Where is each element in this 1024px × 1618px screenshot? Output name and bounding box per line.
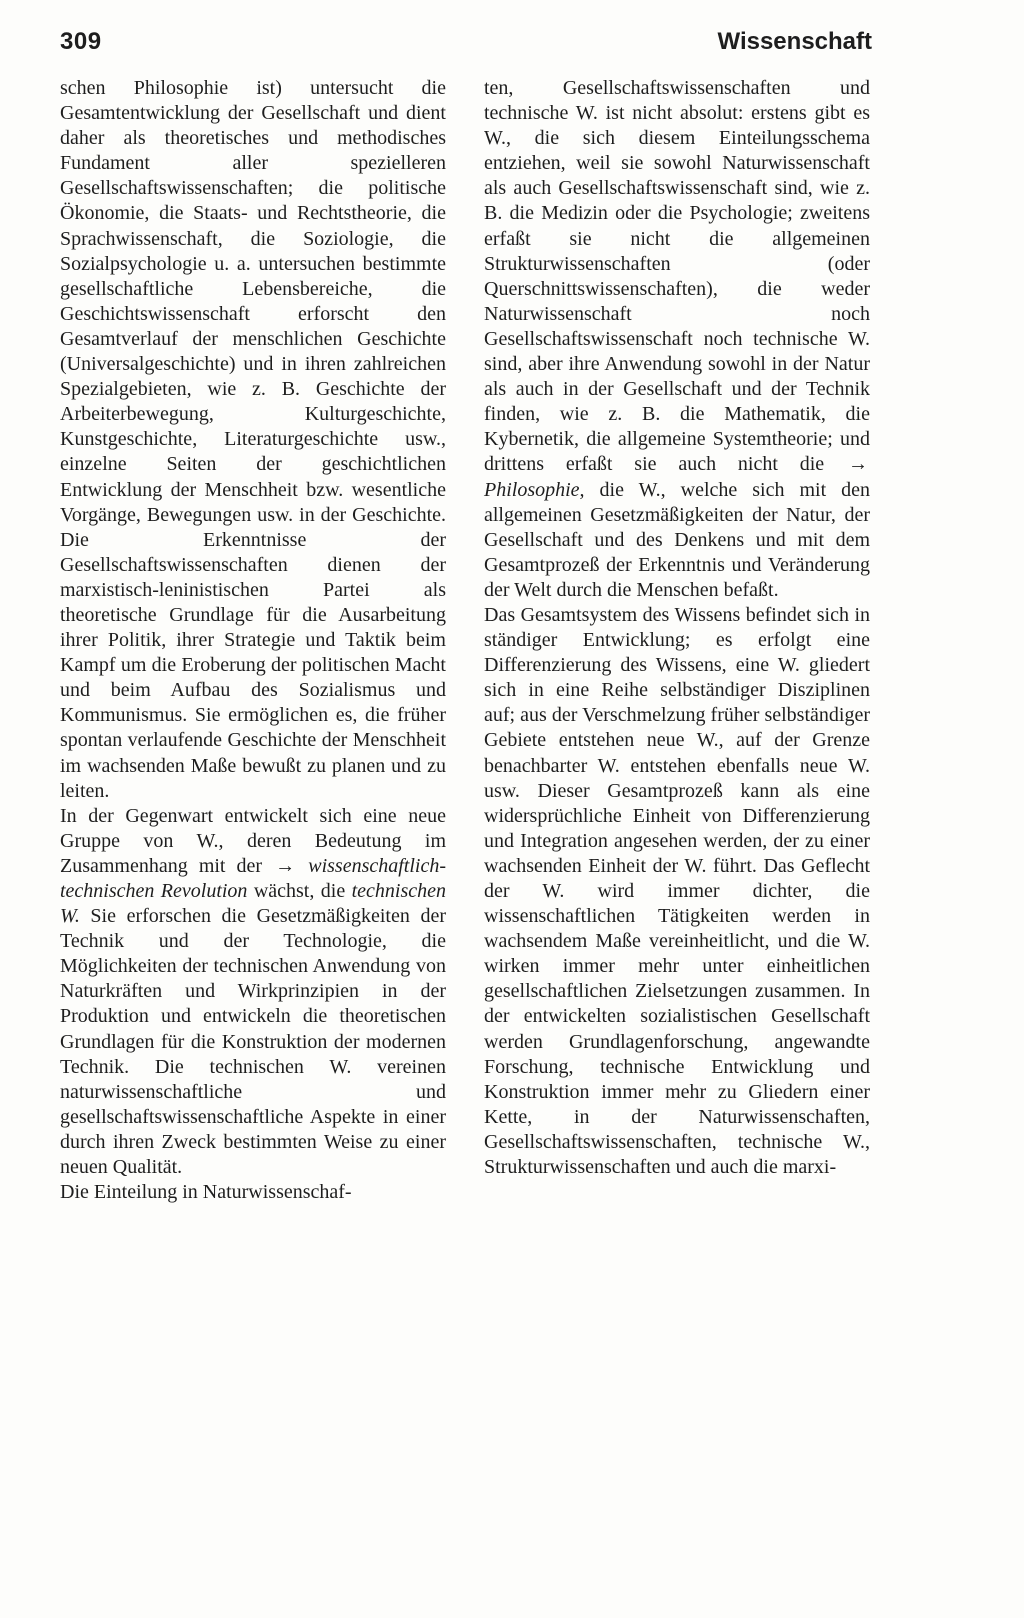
defined-term: technischen W. — [60, 880, 446, 928]
cross-reference-arrow-icon: → — [848, 453, 869, 476]
right-paragraph-1-text-a: ten, Gesellschaftswissenschaften und technische W. ist nicht absolut: erstens gibt es W., die sich diesem Einteilungsschema entziehen, weil sie sowohl Naturwissenschaft als auch Gesellschaftswissenschaft sind, wie z. B. die Medizin oder die Psychologie; zweitens erfaßt sie nicht die allgemeinen Strukturwissenschaften (oder Querschnittswissenschaften), die weder Naturwissenschaft noch Gesellschaftswissenschaft noch technische W. sind, aber ihre Anwendung sowohl in der Natur als auch in der Gesellschaft und der Technik finden, wie z. B. die Mathematik, die Kybernetik, die allgemeine Systemtheorie; und drittens erfaßt sie auch nicht die — [484, 77, 870, 476]
right-paragraph-2: Das Gesamtsystem des Wissens befindet sich in ständiger Entwicklung; es erfolgt eine Differenzierung des Wissens, eine W. gliedert sich in eine Reihe selbständiger Disziplinen auf; aus der Verschmelzung früher selbständiger Gebiete entstehen neue W., auf der Grenze benachbarter W. entstehen ebenfalls neue W. usw. Dieser Gesamtprozeß kann als eine widersprüchliche Einheit von Differenzierung und Integration angesehen werden, der zu einer wachsenden Einheit der W. führt. Das Geflecht der W. wird immer dichter, die wissenschaftlichen Tätigkeiten werden in wachsendem Maße vereinheitlicht, und die W. wirken immer mehr unter einheitlichen gesellschaftlichen Zielsetzungen zusammen. In der entwickelten sozialistischen Gesellschaft werden Grundlagenforschung, angewandte Forschung, technische Entwicklung und Konstruktion immer mehr zu Gliedern einer Kette, in der Naturwissenschaften, Gesellschaftswissenschaften, technische W., Strukturwissenschaften und auch die marxi- — [484, 603, 870, 1179]
cross-reference-link[interactable]: wissenschaftlich-technischen Revolution — [60, 854, 447, 902]
cross-reference-arrow-icon: → — [275, 854, 296, 877]
left-paragraph-2 — [60, 804, 446, 1180]
left-paragraph-2-text-b: wächst, die — [253, 880, 346, 902]
left-paragraph-3: Die Einteilung in Naturwissenschaf- — [60, 1181, 352, 1204]
left-paragraph-1: schen Philosophie ist) untersucht die Gesamtentwicklung der Gesellschaft und dient daher als theoretisches und methodisches Fundament aller spezielleren Gesellschaftswissenschaften; die politische Ökonomie, die Staats- und Rechtstheorie, die Sprachwissenschaft, die Soziologie, die Sozialpsychologie u. a. untersuchen bestimmte gesellschaftliche Lebensbereiche, die Geschichtswissenschaft erforscht den Gesamtverlauf der menschlichen Geschichte (Universalgeschichte) und in ihren zahlreichen Spezialgebieten, wie z. B. Geschichte der Arbeiterbewegung, Kulturgeschichte, Kunstgeschichte, Literaturgeschichte usw., einzelne Seiten der geschichtlichen Entwicklung der Menschheit bzw. wesentliche Vorgänge, Bewegungen usw. in der Geschichte. Die Erkenntnisse der Gesellschaftswissenschaften dienen der marxistisch-leninistischen Partei als theoretische Grundlage für die Ausarbeitung ihrer Politik, ihrer Strategie und Taktik beim Kampf um die Eroberung der politischen Macht und beim Aufbau des Sozialismus und Kommunismus. Sie ermöglichen es, die früher spontan verlaufende Geschichte der Menschheit im wachsenden Maße bewußt zu planen und zu leiten. — [60, 77, 446, 802]
right-paragraph-1-text-b: die W., welche sich mit den allgemeinen Gesetzmäßigkeiten der Natur, der Gesellschaft und des Denkens und mit dem Gesamtprozeß der Erkenntnis und Veränderung der Welt durch die Menschen befaßt. — [484, 478, 871, 601]
page-number: 309 — [60, 28, 102, 55]
left-paragraph-2-text-a: In der Gegenwart entwickelt sich eine neue Gruppe von W., deren Bedeutung im Zusammenhang mit der — [60, 804, 446, 877]
running-head: Wissenschaft — [717, 28, 872, 55]
cross-reference-link[interactable]: Philosophie, — [484, 478, 585, 501]
left-column — [60, 76, 446, 1205]
right-paragraph-1 — [484, 76, 870, 603]
left-paragraph-2-text-c: Sie erforschen die Gesetzmäßigkeiten der Technik und der Technologie, die Möglichkeiten der technischen Anwendung von Naturkräften und Wirkprinzipien in der Produktion und entwickeln die theoretischen Grundlagen für die Konstruktion der modernen Technik. Die technischen W. vereinen naturwissenschaftliche und gesellschaftswissenschaftliche Aspekte in einer durch ihren Zweck bestimmten Weise zu einer neuen Qualität. — [60, 905, 446, 1179]
right-column — [484, 76, 870, 1180]
